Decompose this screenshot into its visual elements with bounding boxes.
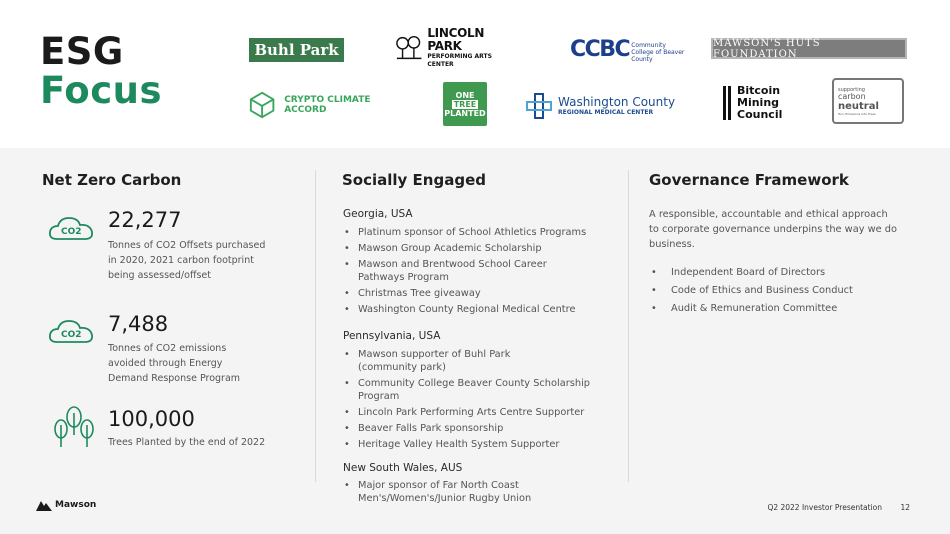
washington-county-logo: [526, 92, 676, 120]
presentation-label: Q2 2022 Investor Presentation: [767, 503, 882, 512]
stat-desc-emissions: [108, 341, 240, 386]
mawsons-huts-logo: MAWSON'S HUTS FOUNDATION: [711, 38, 907, 59]
trees-icon: [395, 35, 423, 61]
stat-desc-line: avoided through Energy: [108, 358, 223, 369]
list-item: • Washington County Regional Medical Centre: [343, 303, 613, 316]
crypto-climate-text: CRYPTO CLIMATE ACCORD: [284, 95, 371, 115]
list-item: • Mawson and Brentwood School Career Pathways Program: [343, 258, 583, 284]
list-item: • Mawson Group Academic Scholarship: [343, 242, 613, 255]
co2-cloud-icon: [47, 214, 95, 242]
ccbc-abbr: CCBC: [570, 36, 630, 62]
bitcoin-line1: Bitcoin: [737, 84, 781, 97]
logo-banner: [0, 0, 950, 148]
pennsylvania-list: [343, 348, 613, 454]
nsw-list: [343, 479, 563, 508]
region-georgia: Georgia, USA: [343, 208, 413, 220]
net-zero-title: Net Zero Carbon: [42, 171, 182, 189]
stat-desc-line: Tonnes of CO2 Offsets purchased: [108, 240, 266, 251]
lincoln-park-sub: PERFORMING ARTS CENTER: [427, 53, 492, 68]
bars-icon: [723, 86, 731, 120]
list-item: • Major sponsor of Far North Coast Men's/Women's/Junior Rugby Union: [343, 479, 563, 505]
medical-cross-icon: [526, 93, 552, 119]
carbon-carbon: carbon: [838, 91, 866, 101]
carbon-neutral-logo: [832, 78, 904, 124]
cube-icon: [248, 90, 276, 120]
governance-list: [649, 266, 853, 320]
stat-value-emissions: 7,488: [108, 312, 169, 336]
region-nsw: New South Wales, AUS: [343, 462, 463, 474]
stat-desc-line: being assessed/offset: [108, 270, 212, 281]
stat-value-offsets: 22,277: [108, 208, 182, 232]
stat-desc-offsets: [108, 238, 265, 283]
co2-label: CO2: [61, 227, 82, 237]
carbon-tagline: Turn Emissions Into Trees: [838, 111, 876, 116]
mawson-logo: [36, 499, 96, 511]
stat-desc-line: in 2020, 2021 carbon footprint: [108, 255, 254, 266]
carbon-neutral: neutral: [838, 100, 879, 112]
list-item: • Lincoln Park Performing Arts Centre Supporter: [343, 406, 613, 419]
list-item: • Code of Ethics and Business Conduct: [649, 284, 853, 297]
carbon-supporting: supporting: [838, 86, 865, 93]
list-item: • Mawson supporter of Buhl Park (community park): [343, 348, 543, 374]
washington-name: Washington County: [558, 95, 676, 109]
bitcoin-line2: Mining: [737, 96, 780, 109]
governance-title: Governance Framework: [649, 171, 849, 189]
ccbc-full: Community College of Beaver County: [631, 41, 685, 63]
stat-desc-trees: Trees Planted by the end of 2022: [108, 437, 266, 448]
mountain-icon: [36, 499, 52, 511]
list-item: • Heritage Valley Health System Supporter: [343, 438, 613, 451]
one-tree-line2: TREE: [453, 99, 477, 109]
stat-desc-line: Tonnes of CO2 emissions: [108, 343, 227, 354]
one-tree-planted-logo: [443, 82, 487, 126]
one-tree-line1: ONE: [455, 90, 475, 100]
bitcoin-line3: Council: [737, 108, 783, 121]
co2-label: CO2: [61, 330, 82, 340]
crypto-climate-logo: [248, 90, 408, 120]
georgia-list: [343, 226, 613, 319]
buhl-park-logo: Buhl Park: [249, 38, 344, 62]
list-item: • Beaver Falls Park sponsorship: [343, 422, 613, 435]
stat-value-trees: 100,000: [108, 407, 195, 431]
bitcoin-mining-council-logo: [723, 83, 787, 123]
mawson-brand: Mawson: [55, 500, 97, 510]
page-number: 12: [900, 503, 910, 512]
list-item: • Audit & Remuneration Committee: [649, 302, 853, 315]
trees-icon: [52, 405, 96, 449]
ccbc-logo: [570, 33, 688, 65]
one-tree-line3: PLANTED: [444, 108, 486, 118]
column-divider: [628, 170, 629, 482]
governance-description: A responsible, accountable and ethical approach to corporate governance underpins the way we do business.: [649, 209, 897, 250]
title-focus: Focus: [40, 69, 162, 112]
list-item: • Christmas Tree giveaway: [343, 287, 613, 300]
list-item: • Independent Board of Directors: [649, 266, 853, 279]
region-pennsylvania: Pennsylvania, USA: [343, 330, 441, 342]
lincoln-park-name: LINCOLN PARK: [427, 26, 485, 53]
co2-cloud-icon: [47, 317, 95, 345]
washington-sub: REGIONAL MEDICAL CENTER: [558, 109, 654, 116]
lincoln-park-logo: [395, 26, 517, 68]
list-item: • Community College Beaver County Scholarship Program: [343, 377, 613, 403]
column-divider: [315, 170, 316, 482]
stat-desc-line: Demand Response Program: [108, 373, 241, 384]
list-item: • Platinum sponsor of School Athletics Programs: [343, 226, 613, 239]
title-esg: ESG: [40, 30, 124, 73]
socially-engaged-title: Socially Engaged: [342, 171, 486, 189]
